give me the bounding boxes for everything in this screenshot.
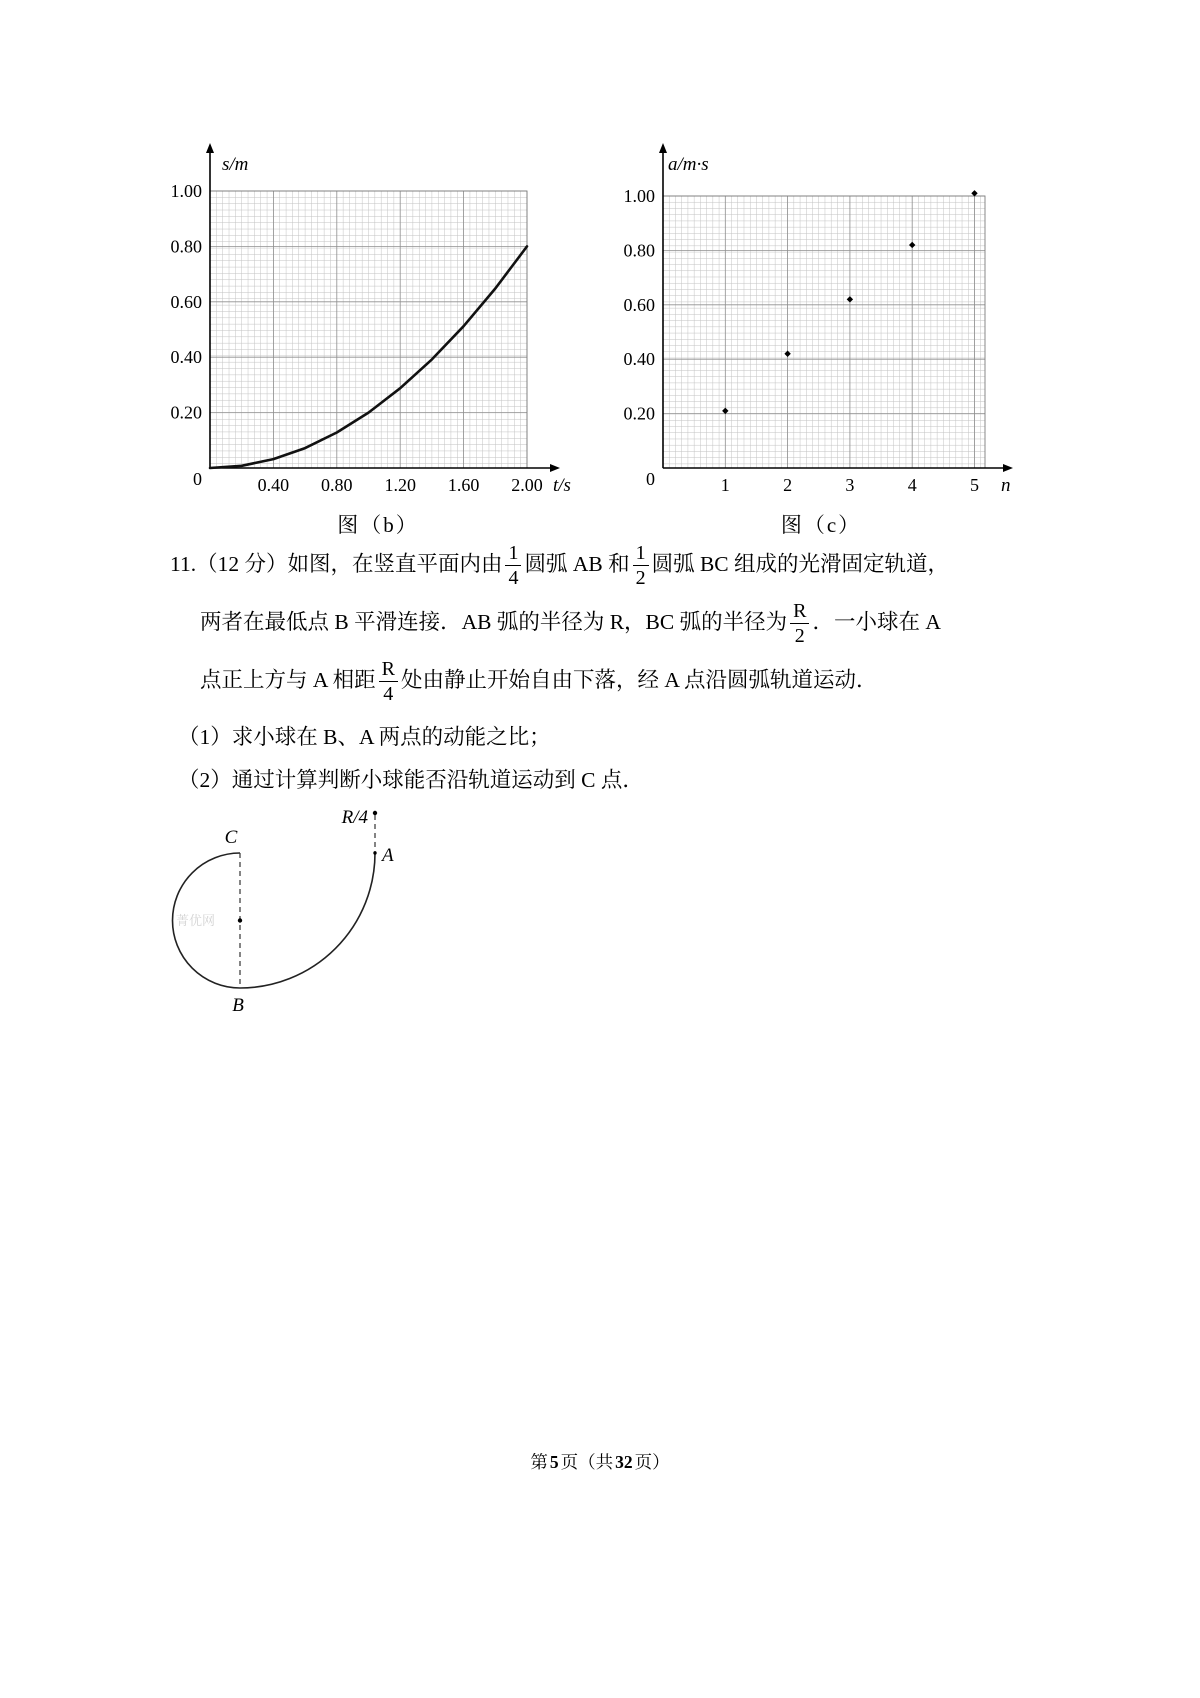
label-A: A (382, 845, 394, 866)
grid-border (663, 196, 985, 468)
grid-minor (663, 196, 985, 468)
figure-chart-b (168, 138, 588, 539)
x-tick-label: 1.60 (447, 475, 480, 495)
track-diagram (158, 793, 428, 1028)
footer-total-pages: 32 (615, 1452, 633, 1472)
y-axis-label: s/m (222, 154, 249, 175)
circle-center-dot (238, 918, 242, 922)
y-tick-label: 0.20 (623, 403, 655, 424)
footer-prefix: 第 (530, 1452, 548, 1472)
x-tick-label: 0.40 (257, 475, 290, 495)
chart-c-svg (611, 138, 1031, 503)
x-axis-arrow (550, 464, 560, 472)
origin-label: 0 (193, 469, 202, 489)
label-B: B (232, 995, 244, 1016)
fraction: $\frac{R}{4}$ (379, 658, 398, 706)
footer-middle: 页（共 (560, 1452, 614, 1472)
y-tick-label: 0.60 (623, 294, 655, 315)
quarter-arc-AB (240, 853, 375, 988)
origin-label: 0 (646, 469, 655, 489)
label-R4: R/4 (341, 807, 368, 828)
page-footer (0, 1449, 1200, 1474)
x-axis-label: t/s (553, 475, 571, 496)
figure-chart-c (611, 138, 1031, 539)
chart-b-caption: 图（b） (337, 513, 419, 537)
release-point-dot (373, 811, 377, 815)
chart-c-caption: 图（c） (780, 513, 862, 537)
x-tick-label: 4 (907, 475, 917, 495)
x-axis-arrow (1003, 464, 1013, 472)
point-A-dot (373, 851, 376, 854)
question-2: （2）通过计算判断小球能否沿轨道运动到 C 点． (178, 767, 644, 792)
chart-b-svg (168, 138, 588, 503)
grid-minor (210, 191, 527, 468)
x-tick-label: 2.00 (511, 475, 543, 495)
footer-page-number: 5 (549, 1452, 559, 1472)
fraction: $\frac{1}{2}$ (633, 542, 649, 590)
y-tick-label: 1.00 (170, 181, 202, 201)
y-tick-label: 0.60 (170, 291, 202, 312)
x-tick-label: 5 (970, 475, 979, 495)
x-tick-label: 2 (783, 475, 793, 495)
y-tick-label: 0.20 (170, 402, 202, 423)
y-tick-label: 0.80 (623, 240, 655, 261)
problem-intro-line-3: 点正上方与 A 相距 $\frac{R}{4}$ 处由静止开始自由下落，经 A 点沿圆弧轨道运动． (200, 657, 878, 705)
problem-intro-line-1: 11.（12 分）如图，在竖直平面内由 $\frac{1}{4}$ 圆弧 AB 和 $\frac{1}{2}$ 圆弧 BC 组成的光滑固定轨道， (170, 542, 950, 590)
x-tick-label: 0.80 (321, 475, 353, 495)
fraction: $\frac{1}{4}$ (505, 542, 521, 590)
problem-intro-line-2: 两者在最低点 B 平滑连接．AB 弧的半径为 R，BC 弧的半径为 $\frac{R}{2}$ ．一小球在 A (200, 599, 941, 648)
fraction: $\frac{R}{2}$ (790, 600, 809, 648)
problem-11 (170, 542, 1100, 806)
y-axis-label: a/m·s (668, 154, 709, 175)
y-tick-label: 0.40 (623, 349, 655, 370)
x-axis-label: n (1001, 475, 1011, 496)
x-tick-label: 3 (845, 475, 855, 495)
y-tick-label: 1.00 (623, 186, 655, 206)
y-tick-label: 0.40 (170, 347, 202, 368)
grid-major (663, 196, 985, 468)
y-axis-arrow (206, 143, 214, 153)
y-tick-label: 0.80 (170, 236, 202, 257)
watermark: 菁优网 (176, 913, 216, 928)
question-1: （1）求小球在 B、A 两点的动能之比； (178, 725, 551, 750)
x-tick-label: 1.20 (384, 475, 416, 495)
footer-suffix: 页） (634, 1452, 670, 1472)
label-C: C (224, 827, 238, 848)
y-axis-arrow (659, 143, 667, 153)
x-tick-label: 1 (720, 475, 730, 495)
